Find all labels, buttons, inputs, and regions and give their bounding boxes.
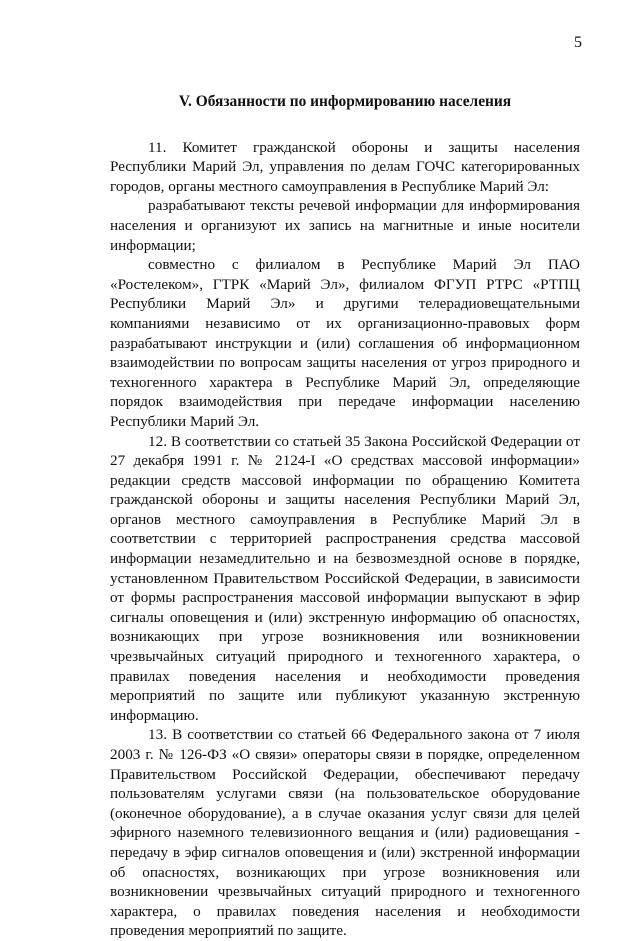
document-body (110, 92, 580, 941)
section-title: V. Обязанности по информированию населения (178, 93, 512, 110)
paragraph-12: 12. В соответствии со статьей 35 Закона Российской Федерации от 27 декабря 1991 г. № 2124-I «О средствах массовой информации» редакции средств массовой информации по обращению Комитета гражданской обороны и защиты населения Республики Марий Эл, органов местного самоуправления в Республике Марий Эл в соответствии с территорией распространения средства массовой информации незамедлительно и на безвозмездной основе в порядке, установленном Правительством Российской Федерации, в зависимости от формы распространения массовой информации выпускают в эфир сигналы оповещения и (или) экстренную информацию об опасностях, возникающих при угрозе возникновения или возникновении чрезвычайных ситуаций природного и техногенного характера, о правилах поведения населения и необходимости проведения мероприятий по защите или публикуют указанную экстренную информацию. (110, 432, 580, 724)
paragraph-11: 11. Комитет гражданской обороны и защиты населения Республики Марий Эл, управления по делам ГОЧС категорированных городов, органы местного самоуправления в Республике Марий Эл: (110, 138, 580, 195)
paragraph-jointly: совместно с филиалом в Республике Марий Эл ПАО «Ростелеком», ГТРК «Марий Эл», филиалом ФГУП РТРС «РТПЦ Республики Марий Эл» и другими телерадиовещательными компаниями независимо от их организационно-правовых форм разрабатывают инструкции и (или) соглашения об информационном взаимодействии по вопросам защиты населения от угроз природного и техногенного характера в Республике Марий Эл, определяющие порядок взаимодействия при передаче информации населению Республики Марий Эл. (110, 256, 580, 430)
paragraph-13: 13. В соответствии со статьей 66 Федерального закона от 7 июля 2003 г. № 126-ФЗ «О связи» операторы связи в порядке, определенном Правительством Российской Федерации, обеспечивают передачу пользователям услугами связи (на пользовательское оборудование (оконечное оборудование), а в случае оказания услуг связи для целей эфирного наземного телевизионного вещания и (или) радиовещания - передачу в эфир сигналов оповещения и (или) экстренной информации об опасностях, возникающих при угрозе возникновения или возникновении чрезвычайных ситуаций природного и техногенного характера, о правилах поведения населения и необходимости проведения мероприятий по защите. (110, 726, 580, 940)
page-number: 5 (574, 34, 582, 51)
paragraph-develop-texts: разрабатывают тексты речевой информации для информирования населения и организуют их запись на магнитные и иные носители информации; (110, 197, 580, 254)
